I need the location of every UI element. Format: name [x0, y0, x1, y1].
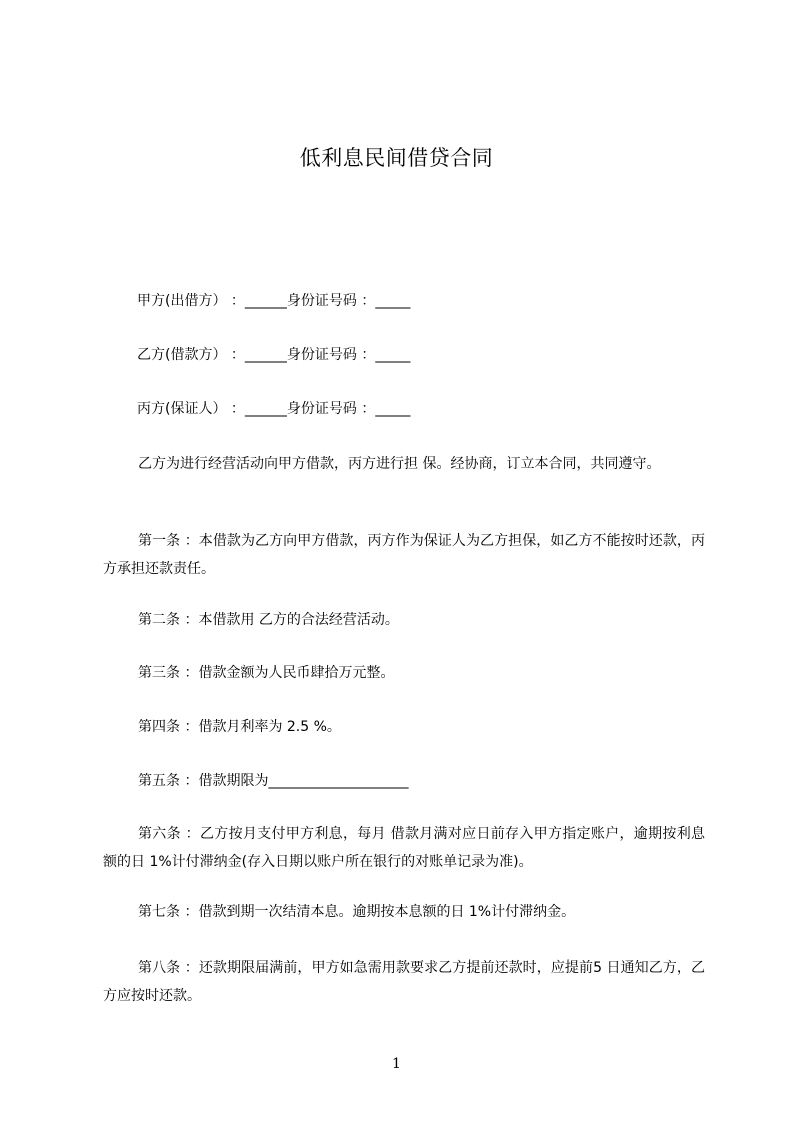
article-6: 第六条 ：乙方按月支付甲方利息，每月 借款月满对应日前存入甲方指定账户，逾期按利息额的日 1%计付滞纳金(存入日期以账户所在银行的对账单记录为准)。 [103, 826, 705, 870]
preamble-paragraph: 乙方为进行经营活动向甲方借款，丙方进行担 保。经协商，订立本合同，共同遵守。 [138, 456, 661, 472]
party-b-line: 乙方(借款方） ：______身份证号码 ：_____ [137, 347, 411, 363]
article-5: 第五条 ：借款期限为____________________ [138, 773, 409, 789]
article-1: 第一条 ：本借款为乙方向甲方借款，丙方作为保证人为乙方担保，如乙方不能按时还款，丙方承担还款责任。 [103, 533, 705, 577]
article-3: 第三条 ：借款金额为人民币肆拾万元整。 [138, 665, 395, 681]
article-8: 第八条 ：还款期限届满前，甲方如急需用款要求乙方提前还款时，应提前5 日通知乙方，乙方应按时还款。 [103, 960, 705, 1004]
party-c-line: 丙方(保证人） ：______身份证号码 ：_____ [137, 401, 411, 417]
article-7: 第七条 ：借款到期一次结清本息。逾期按本息额的日 1%计付滞纳金。 [138, 904, 576, 920]
page-number: 1 [392, 1056, 401, 1072]
article-2: 第二条 ：本借款用 乙方的合法经营活动。 [138, 612, 399, 628]
document-title: 低利息民间借贷合同 [299, 146, 494, 170]
party-a-line: 甲方(出借方） ：______身份证号码 ：_____ [137, 293, 411, 309]
article-4: 第四条 ：借款月利率为 2.5 %。 [138, 719, 341, 735]
